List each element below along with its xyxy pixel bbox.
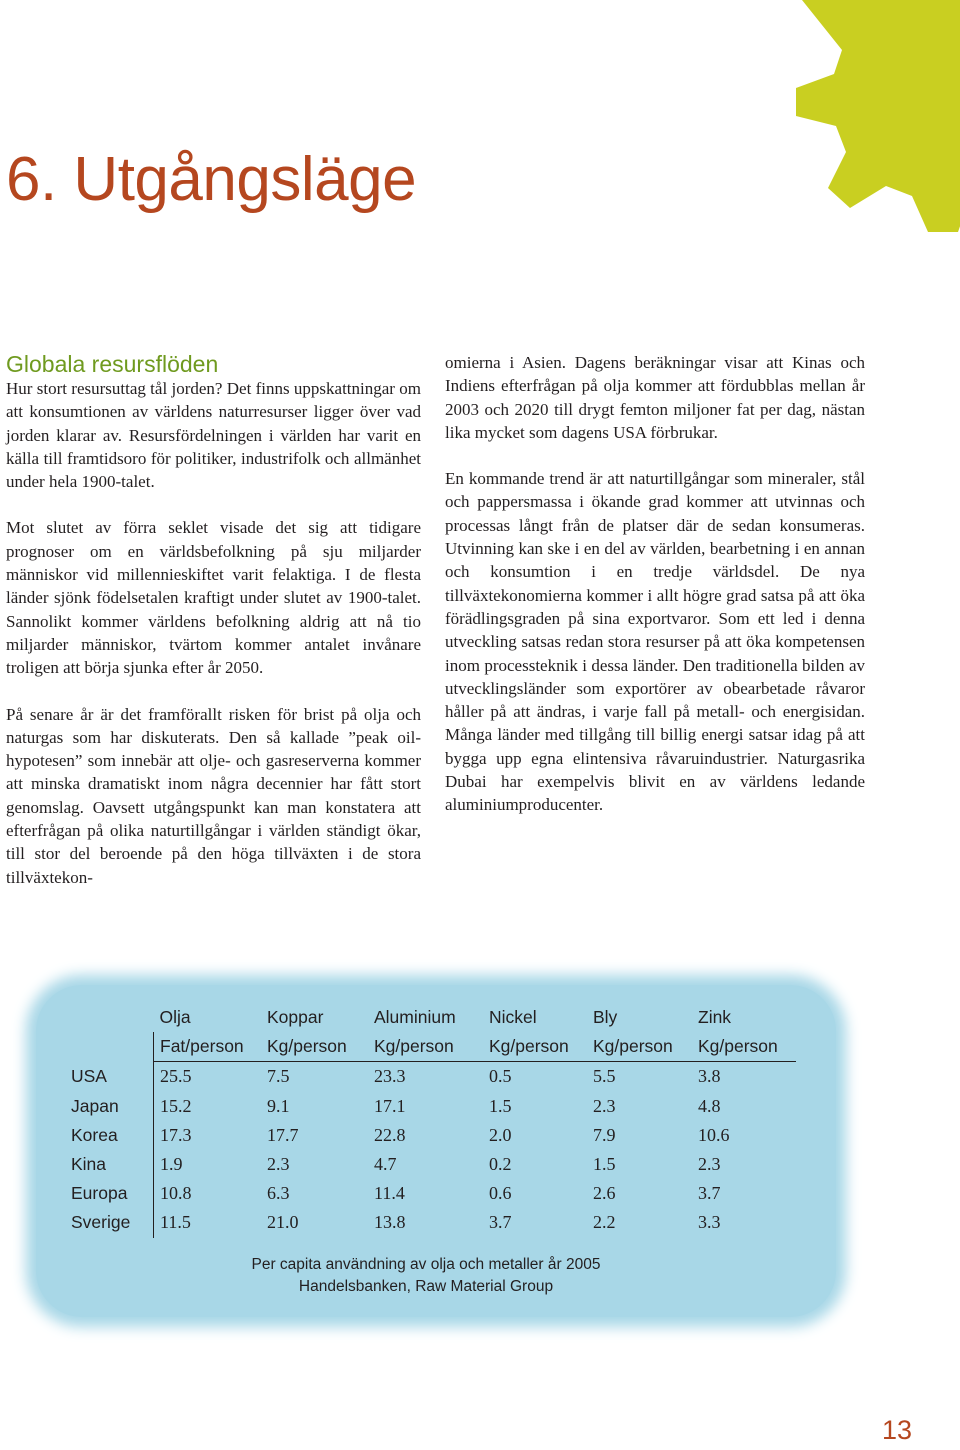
value-cell: 1.5: [489, 1095, 512, 1116]
paragraph: En kommande trend är att naturtillgångar som mineraler, stål och pappersmassa i ökande grad kommer att utvinnas och processas långt från de platser där de sedan konsumeras. Utvinning kan ske i en del av världen, bearbetning i en annan och konsumtion i en tredje världsdel. De nya tillväxtekonomierna kommer i allt högre grad satsa på att öka förädlingsgraden på sina exportvaror. Som ett led i denna utveckling satsas redan stora resurser på att öka kompetensen inom processteknik i dessa länder. Den traditionella bilden av utvecklingsländer som exportörer av obearbetade råvaror håller på att ändras, i varje fall på metall- och energisidan. Många länder med tillgång till billig energi satsar idag på att bygga upp egna elintensiva råvaruindustrier. Naturgasrika Dubai har exempelvis blivit en av världens ledande aluminiumproducenter.: [445, 469, 865, 815]
table-row: [64, 1092, 796, 1121]
unit-header: Kg/person: [267, 1032, 374, 1062]
corner-cell: [64, 1032, 154, 1062]
paragraph: På senare år är det framförallt risken för brist på olja och naturgas som har diskuterats. Den så kallade ”peak oil-hypotesen” som innebär att olje- och gasreserverna kommer att minska dramatiskt inom några decennier har fått stort genomslag. Oavsett utgångspunkt kan man konstatera att efterfrågan på olika naturtillgångar i världen ständigt ökar, till stor del beroende på den höga tillväxten i de stora tillväxtekon-: [6, 704, 421, 887]
value-cell: 2.0: [489, 1124, 512, 1145]
column-header: Aluminium: [374, 1007, 456, 1028]
value-cell: 2.6: [593, 1183, 616, 1204]
value-cell: 2.3: [698, 1154, 721, 1175]
section-heading: Globala resursflöden: [6, 351, 219, 377]
value-cell: 0.6: [489, 1183, 512, 1204]
country-cell: Sverige: [64, 1208, 154, 1237]
country-cell: USA: [64, 1062, 154, 1092]
column-header: Nickel: [489, 1007, 537, 1028]
value-cell: 9.1: [267, 1095, 290, 1116]
value-cell: 15.2: [160, 1095, 192, 1116]
table-caption: [200, 1254, 652, 1298]
value-cell: 13.8: [374, 1212, 406, 1233]
header-row: [64, 1003, 796, 1032]
unit-header: Kg/person: [698, 1032, 796, 1062]
value-cell: 17.7: [267, 1124, 299, 1145]
value-cell: 17.1: [374, 1095, 406, 1116]
column-header: Koppar: [267, 1007, 324, 1028]
gear-icon: [700, 0, 960, 240]
paragraph: Mot slutet av förra seklet visade det sig att tidigare prognoser om en världsbefolkning på sju miljarder människor vid millennieskiftet varit felaktiga. I de flesta länder sjönk födelsetalen kraftigt under slutet av 1900-talet. Sannolikt kommer världens befolkning aldrig att nå tio miljarder människor, tvärtom kommer antalet invånare troligen att börja sjunka efter år 2050.: [6, 518, 421, 678]
left-column: [6, 351, 421, 912]
table-row: [64, 1150, 796, 1179]
unit-header: Kg/person: [593, 1032, 698, 1062]
column-header: Bly: [593, 1007, 618, 1028]
value-cell: 0.5: [489, 1066, 512, 1087]
value-cell: 10.6: [698, 1124, 730, 1145]
value-cell: 2.3: [593, 1095, 616, 1116]
value-cell: 1.5: [593, 1154, 616, 1175]
value-cell: 3.8: [698, 1066, 721, 1087]
paragraph: omierna i Asien. Dagens beräkningar visar att Kinas och Indiens efterfrågan på olja kommer att fördubblas mellan år 2003 och 2020 till drygt femton miljoner fat per dag, nästan lika mycket som dagens USA förbrukar.: [445, 353, 865, 442]
value-cell: 6.3: [267, 1183, 290, 1204]
value-cell: 7.5: [267, 1066, 290, 1087]
right-column: [445, 351, 865, 840]
gear-shape: [794, 0, 960, 232]
table-row: [64, 1062, 796, 1092]
page-title: 6. Utgångsläge: [6, 145, 417, 214]
value-cell: 10.8: [160, 1183, 192, 1204]
country-cell: Japan: [64, 1092, 154, 1121]
country-cell: Korea: [64, 1121, 154, 1150]
value-cell: 3.3: [698, 1212, 721, 1233]
unit-row: [64, 1032, 796, 1062]
value-cell: 11.4: [374, 1183, 405, 1204]
value-cell: 2.2: [593, 1212, 616, 1233]
paragraph: Hur stort resursuttag tål jorden? Det finns uppskattningar om att konsumtionen av världens naturresurser ligger över vad jorden klarar av. Resursfördelningen i världen har varit en källa till framtidsoro för politiker, industrifolk och allmänhet under hela 1900-talet.: [6, 379, 421, 492]
value-cell: 4.7: [374, 1154, 397, 1175]
value-cell: 17.3: [160, 1124, 192, 1145]
value-cell: 7.9: [593, 1124, 616, 1145]
value-cell: 11.5: [160, 1212, 191, 1233]
unit-header: Kg/person: [374, 1032, 489, 1062]
caption-source: Handelsbanken, Raw Material Group: [298, 1278, 554, 1295]
value-cell: 23.3: [374, 1066, 406, 1087]
column-header: Olja: [159, 1007, 191, 1028]
caption-line: Per capita användning av olja och metaller år 2005: [251, 1256, 601, 1273]
country-cell: Kina: [64, 1150, 154, 1179]
table-row: [64, 1208, 796, 1237]
value-cell: 21.0: [267, 1212, 299, 1233]
value-cell: 3.7: [489, 1212, 512, 1233]
value-cell: 3.7: [698, 1183, 721, 1204]
value-cell: 1.9: [160, 1154, 183, 1175]
resource-table: [64, 1003, 796, 1238]
unit-header: Kg/person: [489, 1032, 593, 1062]
table-row: [64, 1121, 796, 1150]
table-row: [64, 1179, 796, 1208]
country-cell: Europa: [64, 1179, 154, 1208]
unit-header: Fat/person: [154, 1032, 268, 1062]
value-cell: 22.8: [374, 1124, 406, 1145]
value-cell: 5.5: [593, 1066, 616, 1087]
page-number: 13: [881, 1415, 913, 1445]
value-cell: 25.5: [160, 1066, 192, 1087]
column-header: Zink: [698, 1007, 732, 1028]
value-cell: 0.2: [489, 1154, 512, 1175]
value-cell: 4.8: [698, 1095, 721, 1116]
corner-cell: [64, 1003, 154, 1032]
value-cell: 2.3: [267, 1154, 290, 1175]
